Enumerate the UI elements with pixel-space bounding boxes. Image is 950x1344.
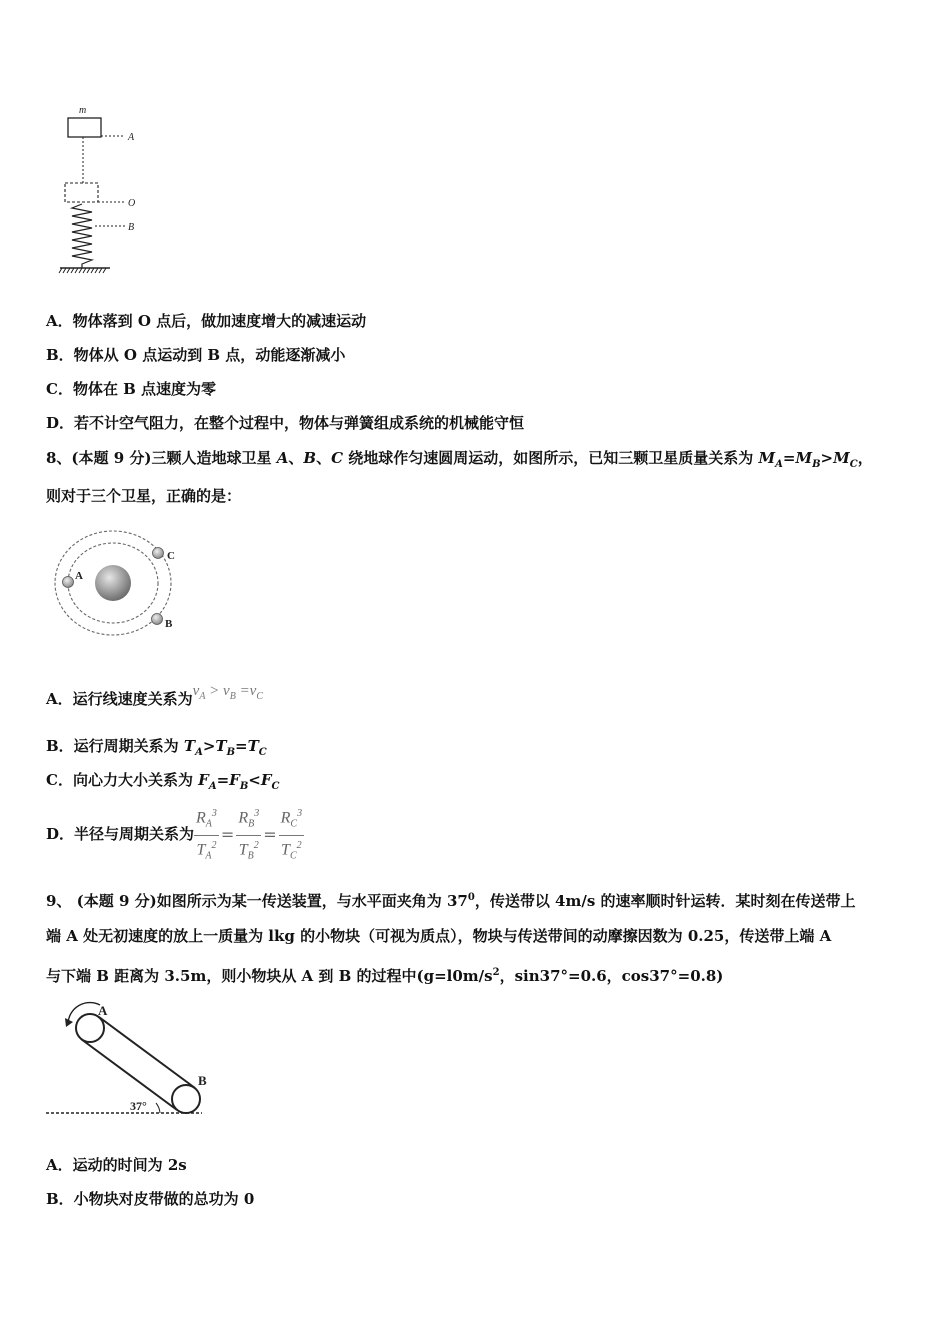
- q7-option-a: A．物体落到 O 点后，做加速度增大的减速运动: [46, 312, 367, 330]
- satellite-a-label: A: [75, 570, 83, 582]
- rotation-arrow-icon: [68, 1003, 100, 1023]
- q8-option-b: [46, 736, 267, 763]
- q7-option-d: D．若不计空气阻力，在整个过程中，物体与弹簧组成系统的机械能守恒: [46, 414, 525, 432]
- q8-option-a-text: A．运行线速度关系为: [46, 690, 193, 708]
- q9-stem-line1: [46, 888, 856, 911]
- q8-option-c: [46, 770, 279, 797]
- q9-stem-line3: [46, 963, 723, 986]
- q9-line1-post: ，传送带以 4m/s 的速率顺时针运转．某时刻在传送带上: [474, 892, 856, 910]
- q8-sep-2: 、: [316, 449, 332, 467]
- q8-stem-line1: [46, 448, 873, 475]
- mass-relation: $M_A=M_B>M_C$: [758, 449, 858, 470]
- q9-option-b: B．小物块对皮带做的总功为 0: [46, 1190, 255, 1208]
- q9-line3-post: ，sin37°=0.6，cos37°=0.8): [499, 967, 724, 985]
- satellite-c-label: C: [167, 550, 175, 562]
- satellite-b-label: B: [165, 618, 173, 630]
- q8-option-b-math: $T_A>T_B=T_C$: [183, 737, 267, 758]
- belt-end-b-label: B: [198, 1073, 207, 1088]
- q8-option-c-text: C．向心力大小关系为: [46, 771, 199, 789]
- conveyor-belt-figure: [42, 995, 222, 1120]
- mass-label: m: [79, 105, 87, 116]
- spring-mass-figure: [55, 100, 165, 280]
- q9-line3-pre: 与下端 B 距离为 3.5m，则小物块从 A 到 B 的过程中(g=l0m/s: [46, 967, 493, 985]
- satellite-c-name: C: [331, 449, 344, 467]
- q8-stem-pre: 8、(本题 9 分)三颗人造地球卫星: [46, 449, 277, 467]
- q9-line1-sup: 0: [467, 892, 475, 903]
- incline-angle-label: 37°: [130, 1099, 147, 1113]
- satellite-a-name: A: [276, 449, 289, 467]
- q8-option-d-text: D．半径与周期关系为: [46, 825, 195, 844]
- q8-stem-mid: 绕地球作匀速圆周运动，如图所示，已知三颗卫星质量关系为: [343, 449, 759, 467]
- point-a-label: A: [128, 132, 135, 143]
- satellite-c-icon: [153, 548, 164, 559]
- q9-line3-sup: 2: [492, 967, 500, 978]
- q8-sep-1: 、: [288, 449, 304, 467]
- satellite-a-icon: [63, 577, 74, 588]
- q9-option-a: A．运动的时间为 2s: [46, 1156, 187, 1174]
- q8-option-c-math: $F_A=F_B<F_C$: [198, 771, 280, 792]
- q8-option-b-text: B．运行周期关系为: [46, 737, 184, 755]
- q8-option-a: [46, 683, 264, 716]
- earth-icon: [95, 565, 131, 601]
- satellite-b-icon: [152, 614, 163, 625]
- point-b-label: B: [128, 222, 135, 233]
- q8-stem-end: ，: [857, 449, 873, 467]
- satellite-orbit-figure: [50, 525, 185, 645]
- belt-end-a-label: A: [98, 1003, 108, 1018]
- q9-stem-line2: 端 A 处无初速度的放上一质量为 lkg 的小物块（可视为质点），物块与传送带间的动摩擦因数为 0.25，传送带上端 A: [46, 927, 832, 945]
- q9-line1-pre: 9、 (本题 9 分)如图所示为某一传送装置，与水平面夹角为 37: [46, 892, 468, 910]
- q8-option-a-math: $v_A > v_B =v_C$: [192, 683, 264, 702]
- q7-option-b: B．物体从 O 点运动到 B 点，动能逐渐减小: [46, 346, 346, 364]
- q8-stem-line2: 则对于三个卫星，正确的是：: [46, 487, 242, 505]
- q8-option-d-math: $\frac{R_A^3}{T_A^2}$ = $\frac{R_B^3}{T_B^2}$ = $\frac{R_C^3}{T_C^2}$: [194, 825, 304, 843]
- point-o-label: O: [128, 198, 136, 209]
- q7-option-c: C．物体在 B 点速度为零: [46, 380, 217, 398]
- q8-option-d: [46, 804, 304, 866]
- satellite-b-name: B: [303, 449, 317, 467]
